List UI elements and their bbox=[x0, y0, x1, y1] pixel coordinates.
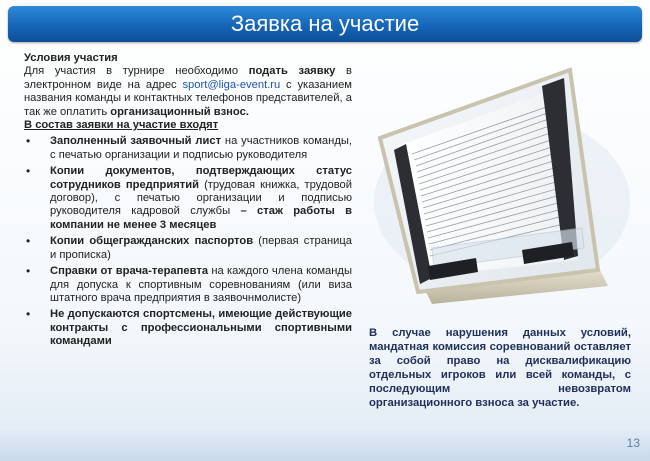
intro-text-2: в электронном виде на адрес bbox=[24, 65, 353, 91]
conditions-section bbox=[24, 52, 352, 352]
intro-text-3: с указанием названия команды и контактных телефонов представителей, а так же оплатить bbox=[24, 78, 352, 118]
fee-bold: организационный взнос. bbox=[110, 105, 249, 118]
footer-band bbox=[0, 426, 650, 461]
item-text: (первая страница и прописка) bbox=[50, 235, 353, 261]
intro-text-1: Для участия в турнире необходимо bbox=[24, 65, 249, 78]
list-item bbox=[24, 308, 352, 348]
title-bar bbox=[8, 6, 642, 42]
item-bold: Заполненный заявочный лист bbox=[50, 135, 222, 148]
item-text: (трудовая книжка, трудовой договор), с печатью организации и подписью руководителя кадровой службы bbox=[50, 178, 352, 218]
item-text: на участников команды, с печатью организации и подписью руководителя bbox=[50, 135, 352, 161]
conditions-heading: Условия участия bbox=[24, 52, 118, 64]
item-bold: Копии документов, подтверждающих статус сотрудников предприятий bbox=[50, 165, 352, 191]
slide-title: Заявка на участие bbox=[230, 11, 420, 36]
item-bold: Справки от врача-терапевта bbox=[50, 265, 209, 278]
intro-bold: подать заявку bbox=[248, 65, 336, 78]
item-bold: Не допускаются спортсмены, имеющие действующие контракты с профессиональными спортивными командами bbox=[50, 308, 352, 348]
violation-note: В случае нарушения данных условий, мандатная комиссия соревнований оставляет за собой право на дисквалификацию отдельных игроков или всей команды, с последующим невозвратом организационного взноса за участие. bbox=[369, 327, 631, 409]
list-item bbox=[24, 265, 352, 305]
email-link[interactable]: sport@liga-event.ru bbox=[182, 78, 281, 91]
item-text: на каждого члена команды для допуска к спортивным соревнованиям (или виза штатного врача предприятия в заявочнмолисте) bbox=[50, 265, 353, 304]
conditions-paragraph bbox=[24, 65, 352, 119]
composition-heading: В состав заявки на участие входят bbox=[24, 119, 219, 132]
page-number: 13 bbox=[626, 436, 640, 450]
item-bold-2: – стаж работы в компании не менее 3 месяцев bbox=[50, 205, 352, 231]
list-item bbox=[24, 165, 352, 232]
list-item bbox=[24, 135, 352, 162]
item-bold: Копии общегражданских паспортов bbox=[50, 235, 254, 248]
list-item bbox=[24, 235, 352, 262]
document-holder-photo bbox=[372, 52, 634, 320]
requirements-list bbox=[24, 135, 352, 348]
